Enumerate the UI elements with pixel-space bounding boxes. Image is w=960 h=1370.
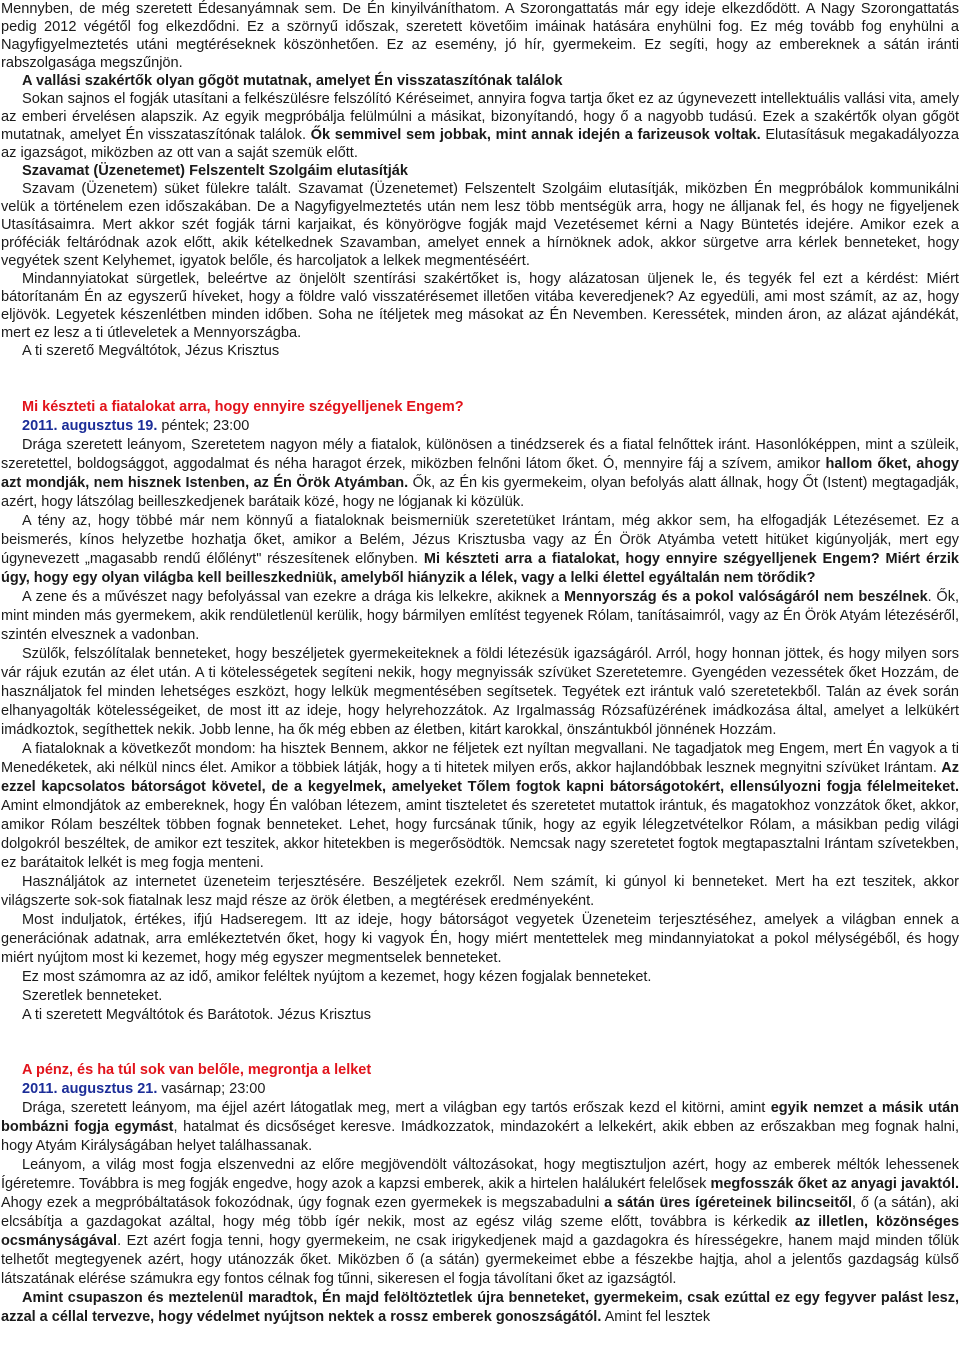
text: A zene és a művészet nagy befolyással van ezekre a drága kis lelkekre, akiknek a [22,589,564,605]
paragraph [1,512,959,588]
text: A tény az, hogy többé már nem könnyű a fiataloknak beismerniük szeretetüket Irántam, még akkor sem, ha elfogadják Létezésemet. Ez a beismerés, kínos helyzetbe hozhatja őket, amikor a Belém, Jézus Krisztusba vagy az Én Örök Atyámba vetett hitüket kigúnyolják, mert egy úgynevezett „magasabb rendű élőlényt" részesítenek előnyben. [1,513,959,567]
bold-text: hallom őket, ahogy azt mondják, nem hisznek Istenben, az Én Örök Atyámban. [1,456,959,491]
message-date: 2011. augusztus 21. [22,1081,158,1097]
section-previous-message [1,0,959,360]
subheading: A vallási szakértők olyan gőgöt mutatnak, amelyet Én visszataszítónak találok [22,73,563,89]
text: Ők, az Én kis gyermekeim, olyan befolyás alatt állnak, hogy Őt (Istent) megtagadják, azért, hogy látszólag beilleszkedjenek barátaik közé, hogy ne lógjanak ki közülük. [1,475,959,510]
text: Elutasításuk megakadályozza az igazságot, miközben az ott van a saját szemük előtt. [1,127,960,161]
paragraph: Mennyben, de még szeretett Édesanyámnak sem. De Én kinyilváníthatom. A Szorongattatás már egy ideje elkezdődött. A Nagy Szorongattatás pedig 2012 végétől fog elkezdődni. Ez a szörnyű időszak, szeretett követőim imáinak hatására enyhülni fog. Ez még tovább fog enyhülni a Nagyfigyelmeztetés utáni megtéréseknek köszönhetően. Ez az esemény, jó hír, gyermekeim. Ez segíti, hogy az embereknek a sátán iránti rabszolgasága megszűnjön. [1,1,959,71]
bold-text: Amint csupaszon és meztelenül maradtok, Én majd felöltöztetlek újra benneteket, gyermekeim, csak ezúttal ez egy fegyver palást lesz, azzal a céllal tervezve, hogy védelmet nyújtson nektek a rossz emberek gonoszságától. [1,1290,959,1325]
spacer [1,360,959,398]
message-time: vasárnap; 23:00 [157,1081,266,1097]
section-message-aug-19 [1,398,959,1025]
paragraph: Szavam (Üzenetem) süket fülekre talált. Szavamat (Üzenetemet) Felszentelt Szolgáim elutasítják, miközben Én megpróbálok kommunikálni velük a történelem ezen időszakában. De a Nagyfigyelmeztetés után nem lesz több mentségük arra, hogy ne álljanak fel, és hogy ne figyeljenek Utasításaimra. Mert akkor szét fogják tárni karjaikat, és könyörögve fogják majd Vezetésemet kérni a Nagy Büntetés idejére. Amikor ezek a próféciák feltáródnak azok előtt, akik kételkednek Szavamban, amelyet ennek a hírnöknek adok, akkor sürgetve arra kérlek benneteket, hogy vegyétek szent Kelyhemet, igyatok belőle, és harcoljatok a lelkek megmentéséért. [1,181,959,269]
paragraph: Használjátok az internetet üzeneteim terjesztésére. Beszéljetek ezekről. Nem számít, ki gúnyol ki benneteket. Mert ha ezt teszitek, akkor világszerte sok-sok fiatalnak lesz majd része az örök életben, a megtérések eredményeként. [1,874,959,909]
text: Sokan sajnos el fogják utasítani a felkészülésre felszólító Kéréseimet, annyira fogva tartja őket ez az úgynevezett intellektuális vallási vita, amely az emberi érvelésen alapszik. Az egyik megpróbálja felülmúlni a másikat, bizonyítandó, hogy ő a nagyobb tudású. Ezek a szakértők olyan gőgöt mutatnak, amelyet Én visszataszítónak találok. [1,91,959,143]
text: A fiataloknak a következőt mondom: ha hisztek Bennem, akkor ne féljetek ezt nyíltan megvallani. Ne tagadjatok meg Engem, mert Én vagyok a ti Menedéketek, aki nélkül nincs élet. Amikor a többiek látják, hogy a ti hitetek milyen erős, akkor hajlandóbbak lesznek megnyitni szívüket Irántam. [1,741,959,776]
bold-text: Az ezzel kapcsolatos bátorságot követel, de a kegyelmek, amelyeket Tőlem fogtok kapni bátorságotokért, ellensúlyozni fogja félelmeiteket. [1,760,959,795]
paragraph [1,740,959,873]
bold-text: egyik nemzet a másik után bombázni fogja egymást [1,1100,959,1135]
paragraph [1,436,959,512]
text: , ő (a sátán), aki elcsábítja a gazdagokat azáltal, hogy még több ígér nekik, most az egész világ szeme előtt, továbbra is kérkedik [1,1195,959,1230]
paragraph [1,90,959,162]
text: Drága szeretett leányom, Szeretetem nagyon mély a fiatalok, különösen a tinédzserek és a fiatal felnőttek iránt. Hasonlóképpen, mint a szüleik, szeretettel, boldogsággot, aggodalmat és néha haragot érzek, miközben felnőni látom őket. Ó, mennyire fáj a szívem, amikor [1,437,959,472]
bold-text: Mi készteti arra a fiatalokat, hogy ennyire szégyelljenek Engem? Miért érzik úgy, hogy egy olyan világba kell beilleszkedniük, amelyből hiányzik a lélek, vagy a lelki élettel egyáltalán nem törődik? [1,551,959,586]
message-title: A pénz, és ha túl sok van belőle, megrontja a lelket [22,1062,372,1078]
paragraph: Most induljatok, értékes, ifjú Hadseregem. Itt az ideje, hogy bátorságot vegyetek Üzeneteim terjesztéséhez, amelyek a világban ennek a generációnak adatnak, arra emlékeztetvén őket, hogy ki vagyok Én, hogy miért mentettelek meg mindannyiatokat a pokol mélységéből, és hogy miért nyújtom most ki kezemet, hogy még egyszer megmentselek benneteket. [1,912,959,966]
signature: A ti szerető Megváltótok, Jézus Krisztus [22,343,280,359]
bold-text: Ők semmivel sem jobbak, mint annak idején a farizeusok voltak. [310,127,761,143]
bold-text: Mennyország és a pokol valóságáról nem beszélnek [563,589,928,605]
paragraph [1,1289,959,1327]
spacer [1,1025,959,1061]
paragraph: Szülők, felszólítalak benneteket, hogy beszéljetek gyermekeiteknek a földi létezésük igazságáról. Arról, hogy honnan jöttek, és hogy milyen sors vár rájuk ezután az élet után. A ti kötelességetek segíteni nekik, hogy megnyissák szívüket Szeretetemre. Gyengéden vezessétek őket Hozzám, de használjatok fel minden lehetséges eszközt, hogy lelkük megmentésében segítsetek. Tegyétek ezt irántuk való szeretetekből. Talán az évek során elhanyagolták kötelességeiket, de most itt az ideje, hogy helyrehozzátok. Az Irgalmasság Rózsafüzérének imádkozása által, amelyet a lelkükért imádkoztok, segíthettek nekik. Jobb lenne, ha ők még ebben az életben, kitárt karokkal, önszántukból jönnének Hozzám. [1,646,959,738]
message-title: Mi készteti a fiatalokat arra, hogy ennyire szégyelljenek Engem? [22,399,464,415]
bold-text: megfosszák őket az anyagi javaktól. [710,1176,959,1192]
section-message-aug-21 [1,1061,959,1327]
paragraph: Ez most számomra az az idő, amikor feléltek nyújtom a kezemet, hogy kézen fogjalak benneteket. [22,969,652,985]
text: . Ők, mint minden más gyermekem, akik rendületlenül kerülik, hogy bármilyen említést tegyenek Rólam, tanításaimról, vagy az Én Örök Atyám létezéséről, szintén elvesznek a vadonban. [1,589,959,643]
text: . Ezt azért fogja tenni, hogy gyermekeim, ne csak irigykedjenek majd a gazdagokra és hírességekre, hanem majd minden tőlük telhetőt megtegyenek azért, hogy utánozzák őket. Miközben ő (a sátán) gyermekeimet ebbe a fészekbe hajtja, ahol a jelentős gazdagság külső látszatának elérése számukra egy fontos célnak fog tűnni, sikeresen el fogja távolítani őket az igazságtól. [1,1233,959,1287]
text: , hatalmat és dicsőséget keresve. Imádkozzatok, mindazokért a lelkekért, akik ebben az erőszakban meg fognak halni, hogy Atyám Királyságában helyet találhassanak. [1,1119,959,1154]
message-date-line [1,417,959,436]
message-date-line [1,1080,959,1099]
paragraph: Szeretlek benneteket. [22,988,163,1004]
signature: A ti szeretett Megváltótok és Barátotok. Jézus Krisztus [22,1007,371,1023]
paragraph [1,1156,959,1289]
text: Drága, szeretett leányom, ma éjjel azért látogatlak meg, mert a világban egy tartós erőszak kezd el kitörni, amint [22,1100,771,1116]
text: Amint fel lesztek [601,1309,711,1325]
paragraph [1,1099,959,1156]
message-date: 2011. augusztus 19. [22,418,158,434]
paragraph [1,588,959,645]
bold-text: a sátán üres ígéreteinek bilincseitől [604,1195,853,1211]
text: Amint elmondjátok az embereknek, hogy Én valóban létezem, amint tiszteletet és szeretetet mutattok irántuk, és magatokhoz vonzzátok őket, akkor, amikor Rólam beszéltek többen fognak benneteket. Lehet, hogy furcsának tűnik, hogy az egyik lélegzetvételkor Rólam, a másikban pedig világi dolgokról beszéltek, de amikor ezt teszitek, akkor hitetekben is megerősödtök. Nemcsak nagy szeretetet fogtok megtapasztalni Irántam szívetekben, ez barátaitok lelkét is meg fogja menteni. [1,798,959,871]
text: Ahogy ezek a megpróbáltatások fokozódnak, úgy fognak ezen gyermekek is megszabadulni [1,1195,605,1211]
subheading: Szavamat (Üzenetemet) Felszentelt Szolgáim elutasítják [22,163,409,179]
message-time: péntek; 23:00 [157,418,250,434]
paragraph: Mindannyiatokat sürgetlek, beleértve az önjelölt szentírási szakértőket is, hogy alázatosan üljenek le, és tegyék fel ezt a kérdést: Miért bátorítanám Én az egyszerű híveket, hogy a földre való visszatérésemet illetően vitába keveredjenek? Az egyedüli, ami most számít, az az, hogy eljövök. Legyetek készenlétben minden időben. Soha ne ítéljetek meg másokat az Én Nevemben. Keressétek, minden áron, az alázat ajándékát, mert ez lesz a ti útleveletek a Mennyországba. [1,271,959,341]
text: Leányom, a világ most fogja elszenvedni az előre megjövendölt változásokat, hogy megtisztuljon azért, hogy az emberek méltók lehessenek Ígéretemre. Továbbra is meg fogják engedve, hogy azok a kapzsi emberek, akik a hirtelen halálukért felelősek [1,1157,959,1192]
bold-text: az illetlen, közönséges ocsmányságával [1,1214,960,1249]
